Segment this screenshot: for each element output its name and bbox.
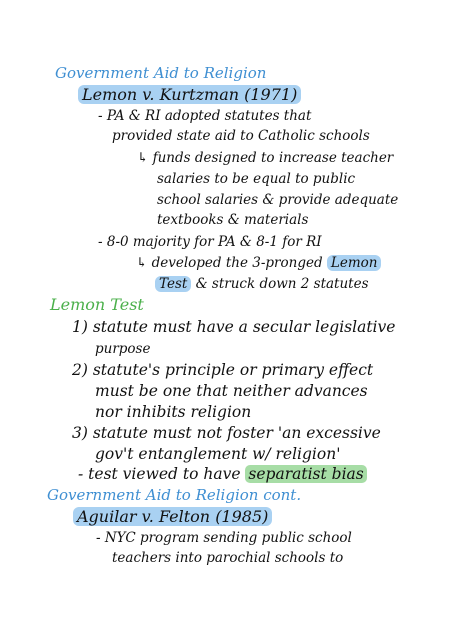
sub-funds-2: salaries to be equal to public [157, 171, 356, 187]
highlight-lemon: Lemon [327, 255, 382, 271]
sub-developed-text: ↳ developed the 3-pronged [136, 255, 323, 271]
section-heading-cont: Government Aid to Religion cont. [47, 486, 302, 504]
sub-developed [136, 257, 381, 271]
case-name-aguilar [73, 509, 272, 525]
sub-funds-3: school salaries & provide adequate [157, 192, 399, 208]
point-statutes-2: provided state aid to Catholic schools [112, 128, 370, 144]
lemon-note [78, 467, 367, 483]
sub-developed-2 [155, 278, 369, 292]
highlight-test: Test [155, 276, 191, 292]
lemon-item-2-cont-1: must be one that neither advances [95, 382, 368, 400]
sub-funds-1: ↳ funds designed to increase teacher [137, 150, 394, 166]
lemon-item-3-cont: gov't entanglement w/ religion' [95, 445, 341, 463]
lemon-item-3: 3) statute must not foster 'an excessive [72, 424, 381, 442]
case-name-text: Lemon v. Kurtzman (1971) [78, 85, 301, 104]
lemon-item-2: 2) statute's principle or primary effect [72, 361, 374, 379]
sub-developed-suffix: & struck down 2 statutes [191, 276, 369, 292]
point-nyc-1: - NYC program sending public school [96, 530, 352, 546]
point-nyc-2: teachers into parochial schools to [112, 550, 344, 566]
highlight-separatist-bias: separatist bias [245, 465, 366, 483]
case-name-aguilar-text: Aguilar v. Felton (1985) [73, 507, 272, 526]
sub-funds-4: textbooks & materials [157, 212, 309, 228]
lemon-item-1: 1) statute must have a secular legislative [72, 318, 396, 336]
lemon-item-1-cont: purpose [95, 341, 151, 357]
point-majority: - 8-0 majority for PA & 8-1 for RI [98, 234, 322, 250]
point-statutes-1: - PA & RI adopted statutes that [98, 108, 312, 124]
lemon-item-2-cont-2: nor inhibits religion [95, 403, 252, 421]
lemon-note-text: - test viewed to have [78, 465, 246, 483]
section-heading: Government Aid to Religion [55, 64, 267, 82]
case-name-lemon [78, 87, 301, 103]
lemon-test-heading: Lemon Test [50, 295, 144, 314]
